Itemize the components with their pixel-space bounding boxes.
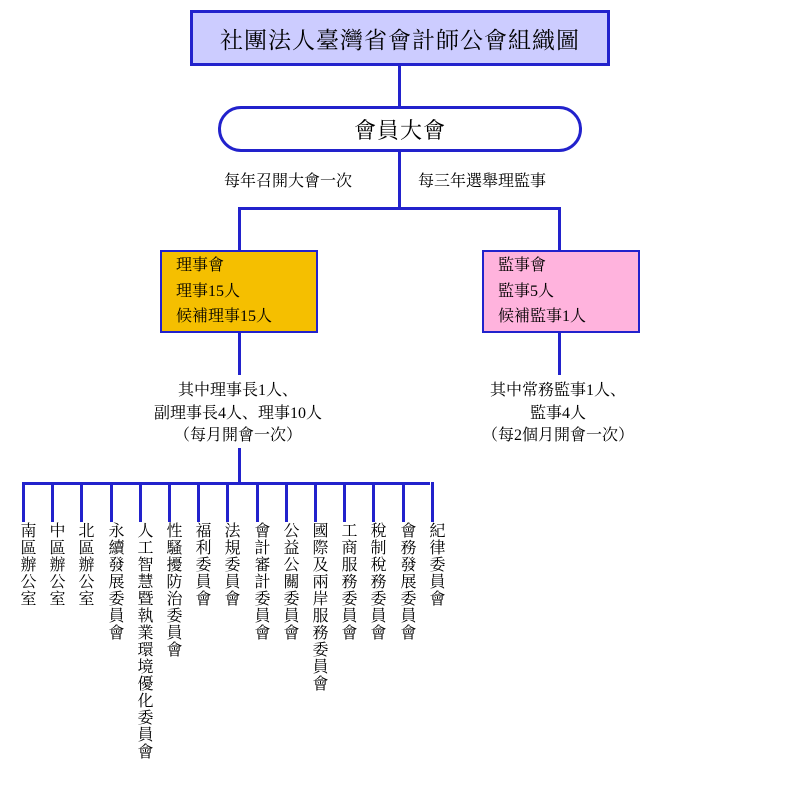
board-note-line-2: 副理事長4人、理事10人 <box>153 404 322 422</box>
connector-assembly-stem <box>398 152 401 207</box>
connector-split-horizontal <box>238 207 561 210</box>
committee-label-10: 公益公關委員會 <box>281 522 298 641</box>
supervisors-line-1: 監事會 <box>498 257 547 275</box>
board-line-2: 理事15人 <box>176 282 241 300</box>
edge-label-right: 每三年選舉理監事 <box>418 173 547 190</box>
connector-committee-2 <box>51 482 54 522</box>
committee-label-3: 北區辦公室 <box>76 522 93 607</box>
connector-supervisors-note <box>558 333 561 375</box>
supervisors-note-line-1: 其中常務監事1人、 <box>489 382 626 399</box>
supervisors-note <box>458 380 658 448</box>
board-note <box>138 380 338 448</box>
connector-committee-14 <box>402 482 405 522</box>
supervisors-note-line-2: 監事4人 <box>529 404 586 422</box>
board-of-supervisors-box <box>482 250 640 333</box>
committee-label-12: 工商服務委員會 <box>339 522 356 641</box>
committee-label-2: 中區辦公室 <box>47 522 64 607</box>
committee-label-7: 福利委員會 <box>193 522 210 607</box>
connector-committee-8 <box>226 482 229 522</box>
committee-label-13: 稅制稅務委員會 <box>368 522 385 641</box>
connector-committee-10 <box>285 482 288 522</box>
connector-committee-7 <box>197 482 200 522</box>
chart-title-box <box>190 10 610 66</box>
connector-to-board <box>238 207 241 250</box>
connector-committee-4 <box>110 482 113 522</box>
supervisors-note-line-3: （每2個月開會一次） <box>481 427 634 445</box>
board-line-1: 理事會 <box>176 257 225 275</box>
connector-committee-11 <box>314 482 317 522</box>
committee-label-6: 性騷擾防治委員會 <box>164 522 181 658</box>
connector-committee-trunk <box>238 448 241 482</box>
connector-board-note <box>238 333 241 375</box>
committee-label-11: 國際及兩岸服務委員會 <box>310 522 327 692</box>
committee-label-14: 會務發展委員會 <box>398 522 415 641</box>
connector-committee-3 <box>80 482 83 522</box>
supervisors-line-2: 監事5人 <box>498 282 555 300</box>
chart-title: 社團法人臺灣省會計師公會組織圖 <box>220 27 580 53</box>
connector-committee-12 <box>343 482 346 522</box>
committee-label-5: 人工智慧暨執業環境優化委員會 <box>135 522 152 760</box>
connector-to-supervisors <box>558 207 561 250</box>
board-of-directors-box <box>160 250 318 333</box>
board-line-3: 候補理事15人 <box>176 308 273 326</box>
member-assembly-box <box>218 106 582 152</box>
connector-committee-5 <box>139 482 142 522</box>
connector-committee-13 <box>372 482 375 522</box>
committee-label-8: 法規委員會 <box>222 522 239 607</box>
committee-label-9: 會計審計委員會 <box>252 522 269 641</box>
board-note-line-1: 其中理事長1人、 <box>177 382 298 399</box>
edge-label-left: 每年召開大會一次 <box>224 173 353 190</box>
committee-label-15: 紀律委員會 <box>427 522 444 607</box>
member-assembly-label: 會員大會 <box>353 117 446 143</box>
connector-title-assembly <box>398 66 401 106</box>
committee-label-1: 南區辦公室 <box>18 522 35 607</box>
supervisors-line-3: 候補監事1人 <box>498 308 587 326</box>
connector-committee-15 <box>431 482 434 522</box>
committee-label-4: 永續發展委員會 <box>106 522 123 641</box>
connector-committee-9 <box>256 482 259 522</box>
connector-committee-6 <box>168 482 171 522</box>
connector-committee-1 <box>22 482 25 522</box>
board-note-line-3: （每月開會一次） <box>173 427 302 445</box>
